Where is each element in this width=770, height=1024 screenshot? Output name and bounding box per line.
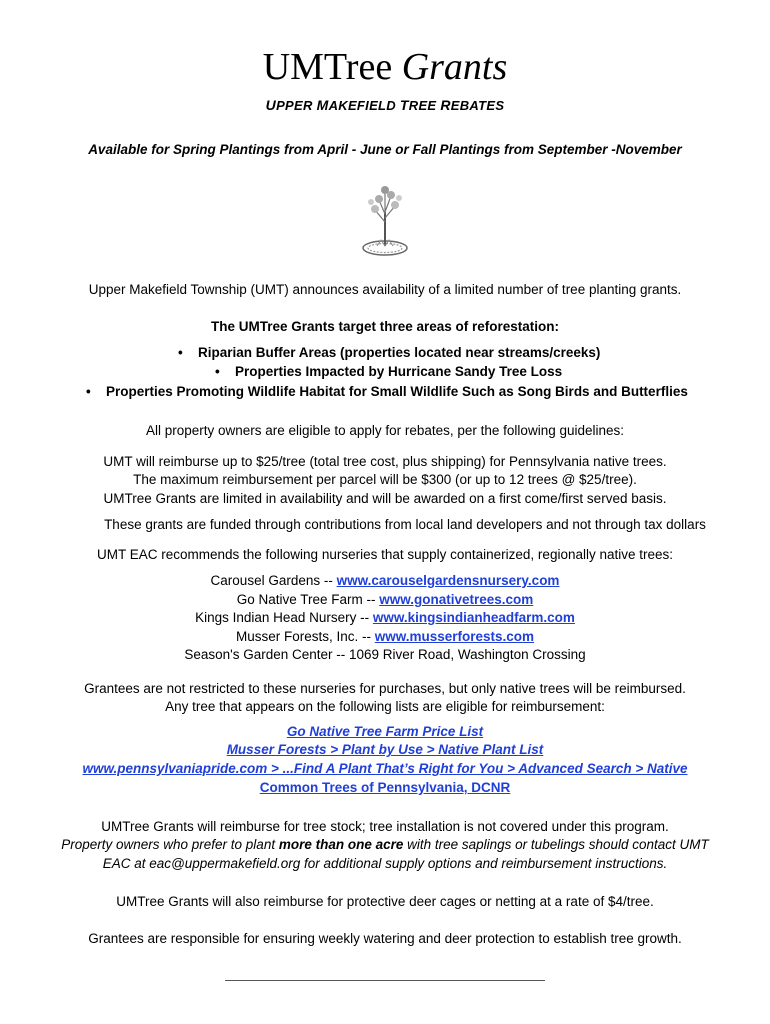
divider [225, 980, 545, 981]
eligible-text: All property owners are eligible to apply for rebates, per the following guidelines: [145, 423, 625, 438]
announcement-text: Upper Makefield Township (UMT) announces availability of a limited number of tree planting grants. [88, 282, 682, 297]
pa-pride-row [0, 760, 770, 778]
dcnr-link[interactable]: Common Trees of Pennsylvania, DCNR [259, 780, 511, 795]
nursery-item [0, 609, 770, 627]
nursery-name: Kings Indian Head Nursery -- [195, 610, 373, 625]
bullet: • [178, 345, 183, 360]
pa-pride-link[interactable]: www.pennsylvaniapride.com > ...Find A Plant That’s Right for You > Advanced Search > Native [82, 761, 688, 776]
install-line: UMTree Grants will reimburse for tree stock; tree installation is not covered under this program. [101, 819, 669, 834]
install-text: Property owners who prefer to plant [61, 837, 279, 852]
availability-text: Available for Spring Plantings from April - June or Fall Plantings from September -November [88, 142, 682, 157]
nursery-link[interactable]: www.gonativetrees.com [379, 592, 534, 607]
funding-text: These grants are funded through contributions from local land developers and not through tax dollars [104, 517, 706, 532]
nursery-link[interactable]: www.carouselgardensnursery.com [336, 573, 560, 588]
nursery-link[interactable]: www.musserforests.com [374, 629, 535, 644]
title-italic: Grants [401, 46, 508, 88]
subtitle-cap: U [265, 97, 277, 113]
subtitle-rest: AKEFIELD [328, 98, 396, 113]
list-item-text: Properties Impacted by Hurricane Sandy Tree Loss [235, 364, 563, 379]
nursery-name: Carousel Gardens -- [210, 573, 337, 588]
nursery-item [0, 591, 770, 609]
lists-line: Any tree that appears on the following lists are eligible for reimbursement: [165, 699, 605, 714]
list-item-text: Riparian Buffer Areas (properties located near streams/creeks) [198, 345, 601, 360]
nursery-item [0, 628, 770, 646]
list-item [215, 363, 562, 381]
musser-list-link[interactable]: Musser Forests > Plant by Use > Native Plant List [226, 742, 544, 757]
tree-sapling-icon [357, 182, 413, 258]
nursery-item-last: Season's Garden Center -- 1069 River Road, Washington Crossing [184, 647, 586, 662]
page-title [0, 44, 770, 90]
price-list-row [0, 723, 770, 741]
subtitle-cap: M [316, 97, 329, 113]
bullet: • [86, 384, 91, 399]
watering-text: Grantees are responsible for ensuring weekly watering and deer protection to establish tree growth. [88, 931, 682, 946]
bullet: • [215, 364, 220, 379]
nurseries-intro: UMT EAC recommends the following nurseries that supply containerized, regionally native trees: [96, 547, 674, 562]
subtitle-rest: EBATES [450, 98, 505, 113]
deer-cages-text: UMTree Grants will also reimburse for protective deer cages or netting at a rate of $4/tree. [116, 894, 654, 909]
guideline-line: UMT will reimburse up to $25/tree (total tree cost, plus shipping) for Pennsylvania native trees. [103, 454, 667, 469]
title-plain: UMTree [262, 46, 393, 88]
subtitle-rest: PPER [276, 98, 313, 113]
subtitle-rest: REE [408, 98, 437, 113]
install-emphasis: more than one acre [278, 837, 404, 852]
page-subtitle [0, 97, 770, 113]
musser-list-row [0, 741, 770, 759]
install-text: with tree saplings or tubelings should contact UMT [403, 837, 709, 852]
nursery-link[interactable]: www.kingsindianheadfarm.com [372, 610, 575, 625]
nursery-item [0, 572, 770, 590]
target-heading: The UMTree Grants target three areas of reforestation: [210, 319, 560, 334]
list-item-text: Properties Promoting Wildlife Habitat for Small Wildlife Such as Song Birds and Butterflies [106, 384, 688, 399]
nursery-name: Musser Forests, Inc. -- [235, 629, 375, 644]
guideline-line: The maximum reimbursement per parcel will be $300 (or up to 12 trees @ $25/tree). [133, 472, 637, 487]
list-item [178, 344, 600, 362]
subtitle-cap: R [440, 97, 451, 113]
lists-line: Grantees are not restricted to these nurseries for purchases, but only native trees will be reimbursed. [84, 681, 686, 696]
dcnr-row [0, 779, 770, 797]
install-line [0, 836, 770, 854]
list-item [86, 383, 688, 401]
guideline-line: UMTree Grants are limited in availability and will be awarded on a first come/first served basis. [103, 491, 667, 506]
install-line: EAC at eac@uppermakefield.org for additional supply options and reimbursement instructions. [102, 856, 668, 871]
nursery-name: Go Native Tree Farm -- [236, 592, 380, 607]
price-list-link[interactable]: Go Native Tree Farm Price List [286, 724, 484, 739]
subtitle-cap: T [399, 97, 409, 113]
